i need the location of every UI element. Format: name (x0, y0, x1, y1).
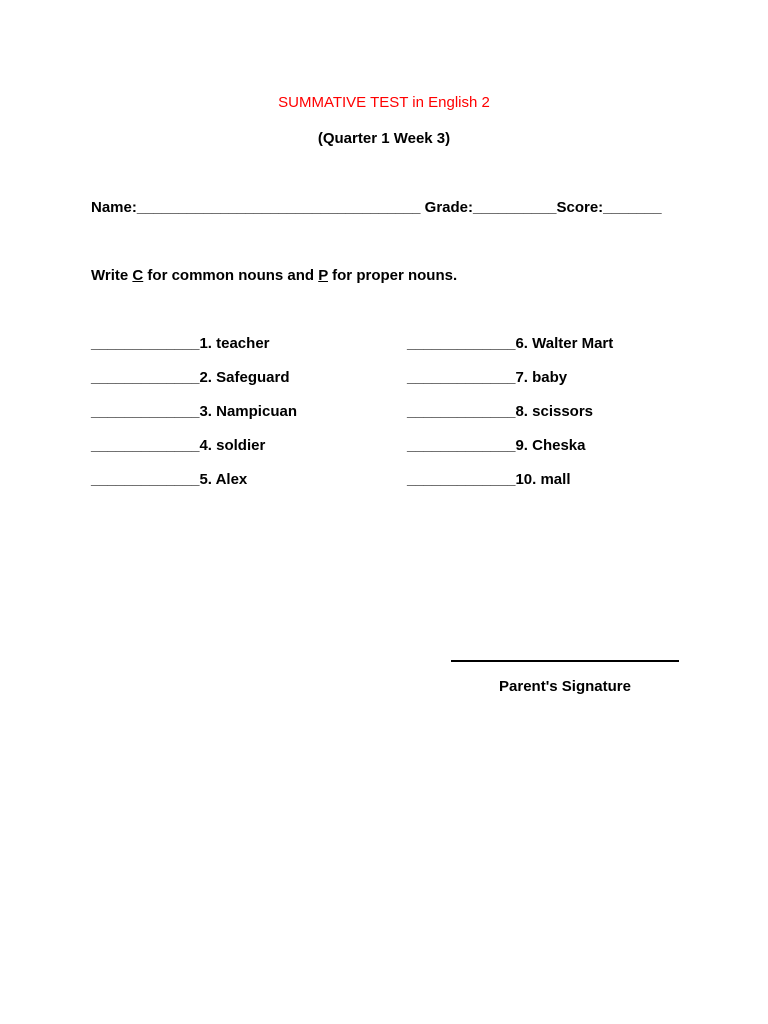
answer-blank: _____________ (91, 403, 200, 420)
name-blank: __________________________________ (136, 199, 421, 216)
list-item (407, 369, 613, 403)
signature-label: Parent's Signature (499, 678, 631, 695)
student-info-line (91, 199, 662, 216)
item-text: 10. mall (515, 471, 571, 488)
item-text: 2. Safeguard (199, 369, 290, 386)
item-text: 1. teacher (199, 335, 270, 352)
list-item (91, 437, 297, 471)
answer-blank: _____________ (407, 403, 516, 420)
instructions-text-1: Write (91, 267, 133, 284)
instructions-letter-p: P (318, 267, 328, 284)
list-item (91, 335, 297, 369)
answer-blank: _____________ (407, 471, 516, 488)
answer-blank: _____________ (407, 437, 516, 454)
test-subtitle: (Quarter 1 Week 3) (317, 130, 451, 147)
item-text: 7. baby (515, 369, 568, 386)
instructions-letter-c: C (132, 267, 144, 284)
answer-blank: _____________ (407, 369, 516, 386)
test-title: SUMMATIVE TEST in English 2 (278, 94, 490, 111)
instructions-text-2: for common nouns and (143, 267, 319, 284)
answer-blank: _____________ (91, 369, 200, 386)
list-item (407, 335, 613, 369)
list-item (91, 403, 297, 437)
list-item (91, 471, 297, 505)
item-text: 9. Cheska (515, 437, 586, 454)
answer-blank: _____________ (407, 335, 516, 352)
grade-blank: __________ (473, 199, 557, 216)
signature-line (451, 648, 679, 662)
items-column-right (407, 335, 613, 505)
item-text: 4. soldier (199, 437, 266, 454)
instructions (91, 267, 457, 284)
list-item (407, 403, 613, 437)
signature-block (451, 648, 679, 695)
score-label: Score: (556, 199, 604, 216)
answer-blank: _____________ (91, 471, 200, 488)
item-text: 5. Alex (199, 471, 248, 488)
items-column-left (91, 335, 297, 505)
list-item (407, 471, 613, 505)
instructions-text-3: for proper nouns. (327, 267, 458, 284)
item-text: 8. scissors (515, 403, 594, 420)
item-text: 6. Walter Mart (515, 335, 614, 352)
score-blank: _______ (603, 199, 662, 216)
answer-blank: _____________ (91, 437, 200, 454)
grade-label: Grade: (424, 199, 474, 216)
answer-blank: _____________ (91, 335, 200, 352)
list-item (407, 437, 613, 471)
list-item (91, 369, 297, 403)
item-text: 3. Nampicuan (199, 403, 297, 420)
name-label: Name: (91, 199, 137, 216)
